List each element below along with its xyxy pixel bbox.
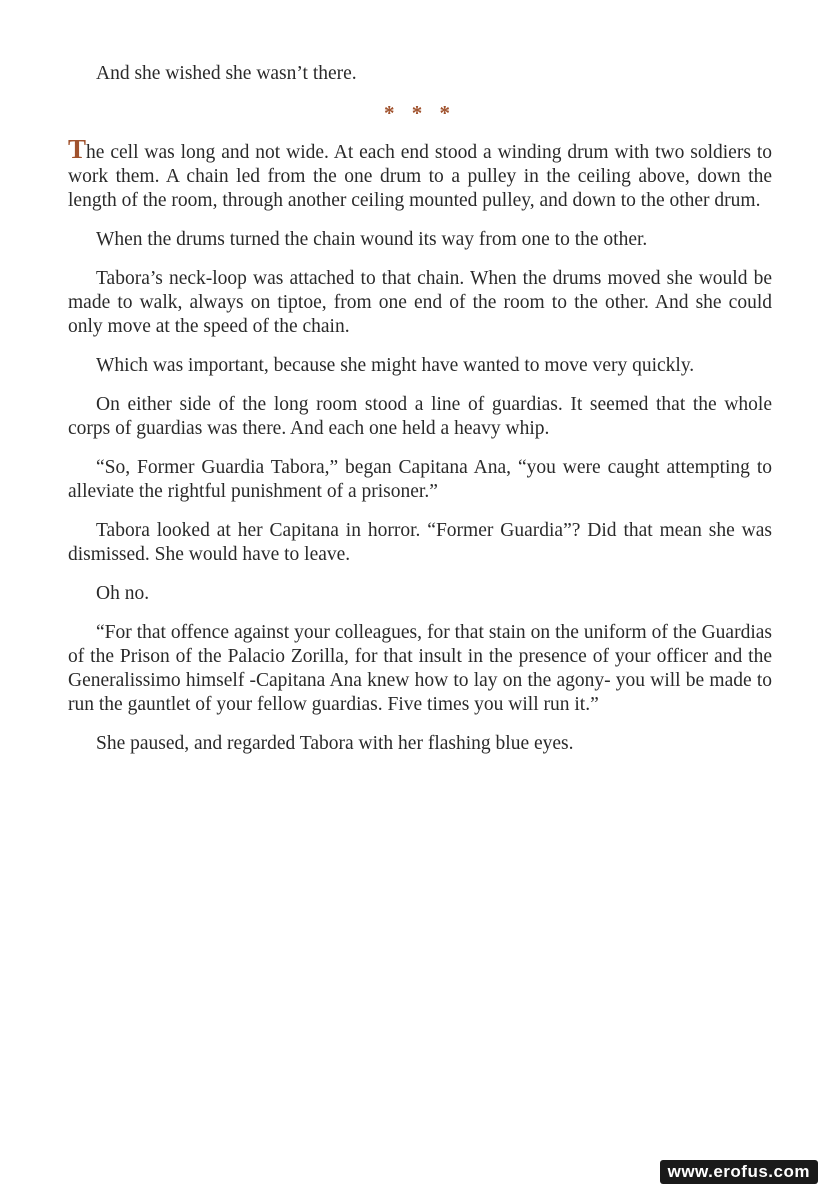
scene-break: * * * [384, 101, 456, 125]
opening-paragraph: And she wished she wasn’t there. [96, 63, 357, 84]
paragraph-horror: Tabora looked at her Capitana in horror. “Former Guardia”? Did that mean she was dismissed. She would have to leave. [68, 520, 772, 565]
first-paragraph-text: he cell was long and not wide. At each end stood a winding drum with two soldiers to work them. A chain led from the one drum to a pulley in the ceiling above, down the length of the room, through another ceiling mounted pulley, and down to the other drum. [68, 142, 772, 211]
paragraph-sentence: “For that offence against your colleagues, for that stain on the uniform of the Guardias of the Prison of the Palacio Zorilla, for that insult in the presence of your officer and the Generalissimo himself -Capitana Ana knew how to lay on the agony- you will be made to run the gauntlet of your fellow guardias. Five times you will run it.” [68, 622, 772, 715]
paragraph-neck-loop: Tabora’s neck-loop was attached to that chain. When the drums moved she would be made to walk, always on tiptoe, from one end of the room to the other. And she could only move at the speed of the chain. [68, 268, 772, 337]
paragraph-capitana-speech: “So, Former Guardia Tabora,” began Capitana Ana, “you were caught attempting to alleviate the rightful punishment of a prisoner.” [68, 457, 772, 502]
first-paragraph [68, 134, 772, 213]
paragraph-drums: When the drums turned the chain wound its way from one to the other. [96, 229, 648, 250]
paragraph-guardias-line: On either side of the long room stood a line of guardias. It seemed that the whole corps of guardias was there. And each one held a heavy whip. [68, 394, 772, 439]
paragraph-oh-no: Oh no. [96, 583, 150, 604]
paragraph-important: Which was important, because she might have wanted to move very quickly. [96, 355, 695, 376]
site-watermark: www.erofus.com [660, 1160, 818, 1184]
drop-cap: T [68, 134, 87, 164]
paragraph-paused: She paused, and regarded Tabora with her flashing blue eyes. [96, 733, 574, 754]
story-page [68, 62, 772, 771]
